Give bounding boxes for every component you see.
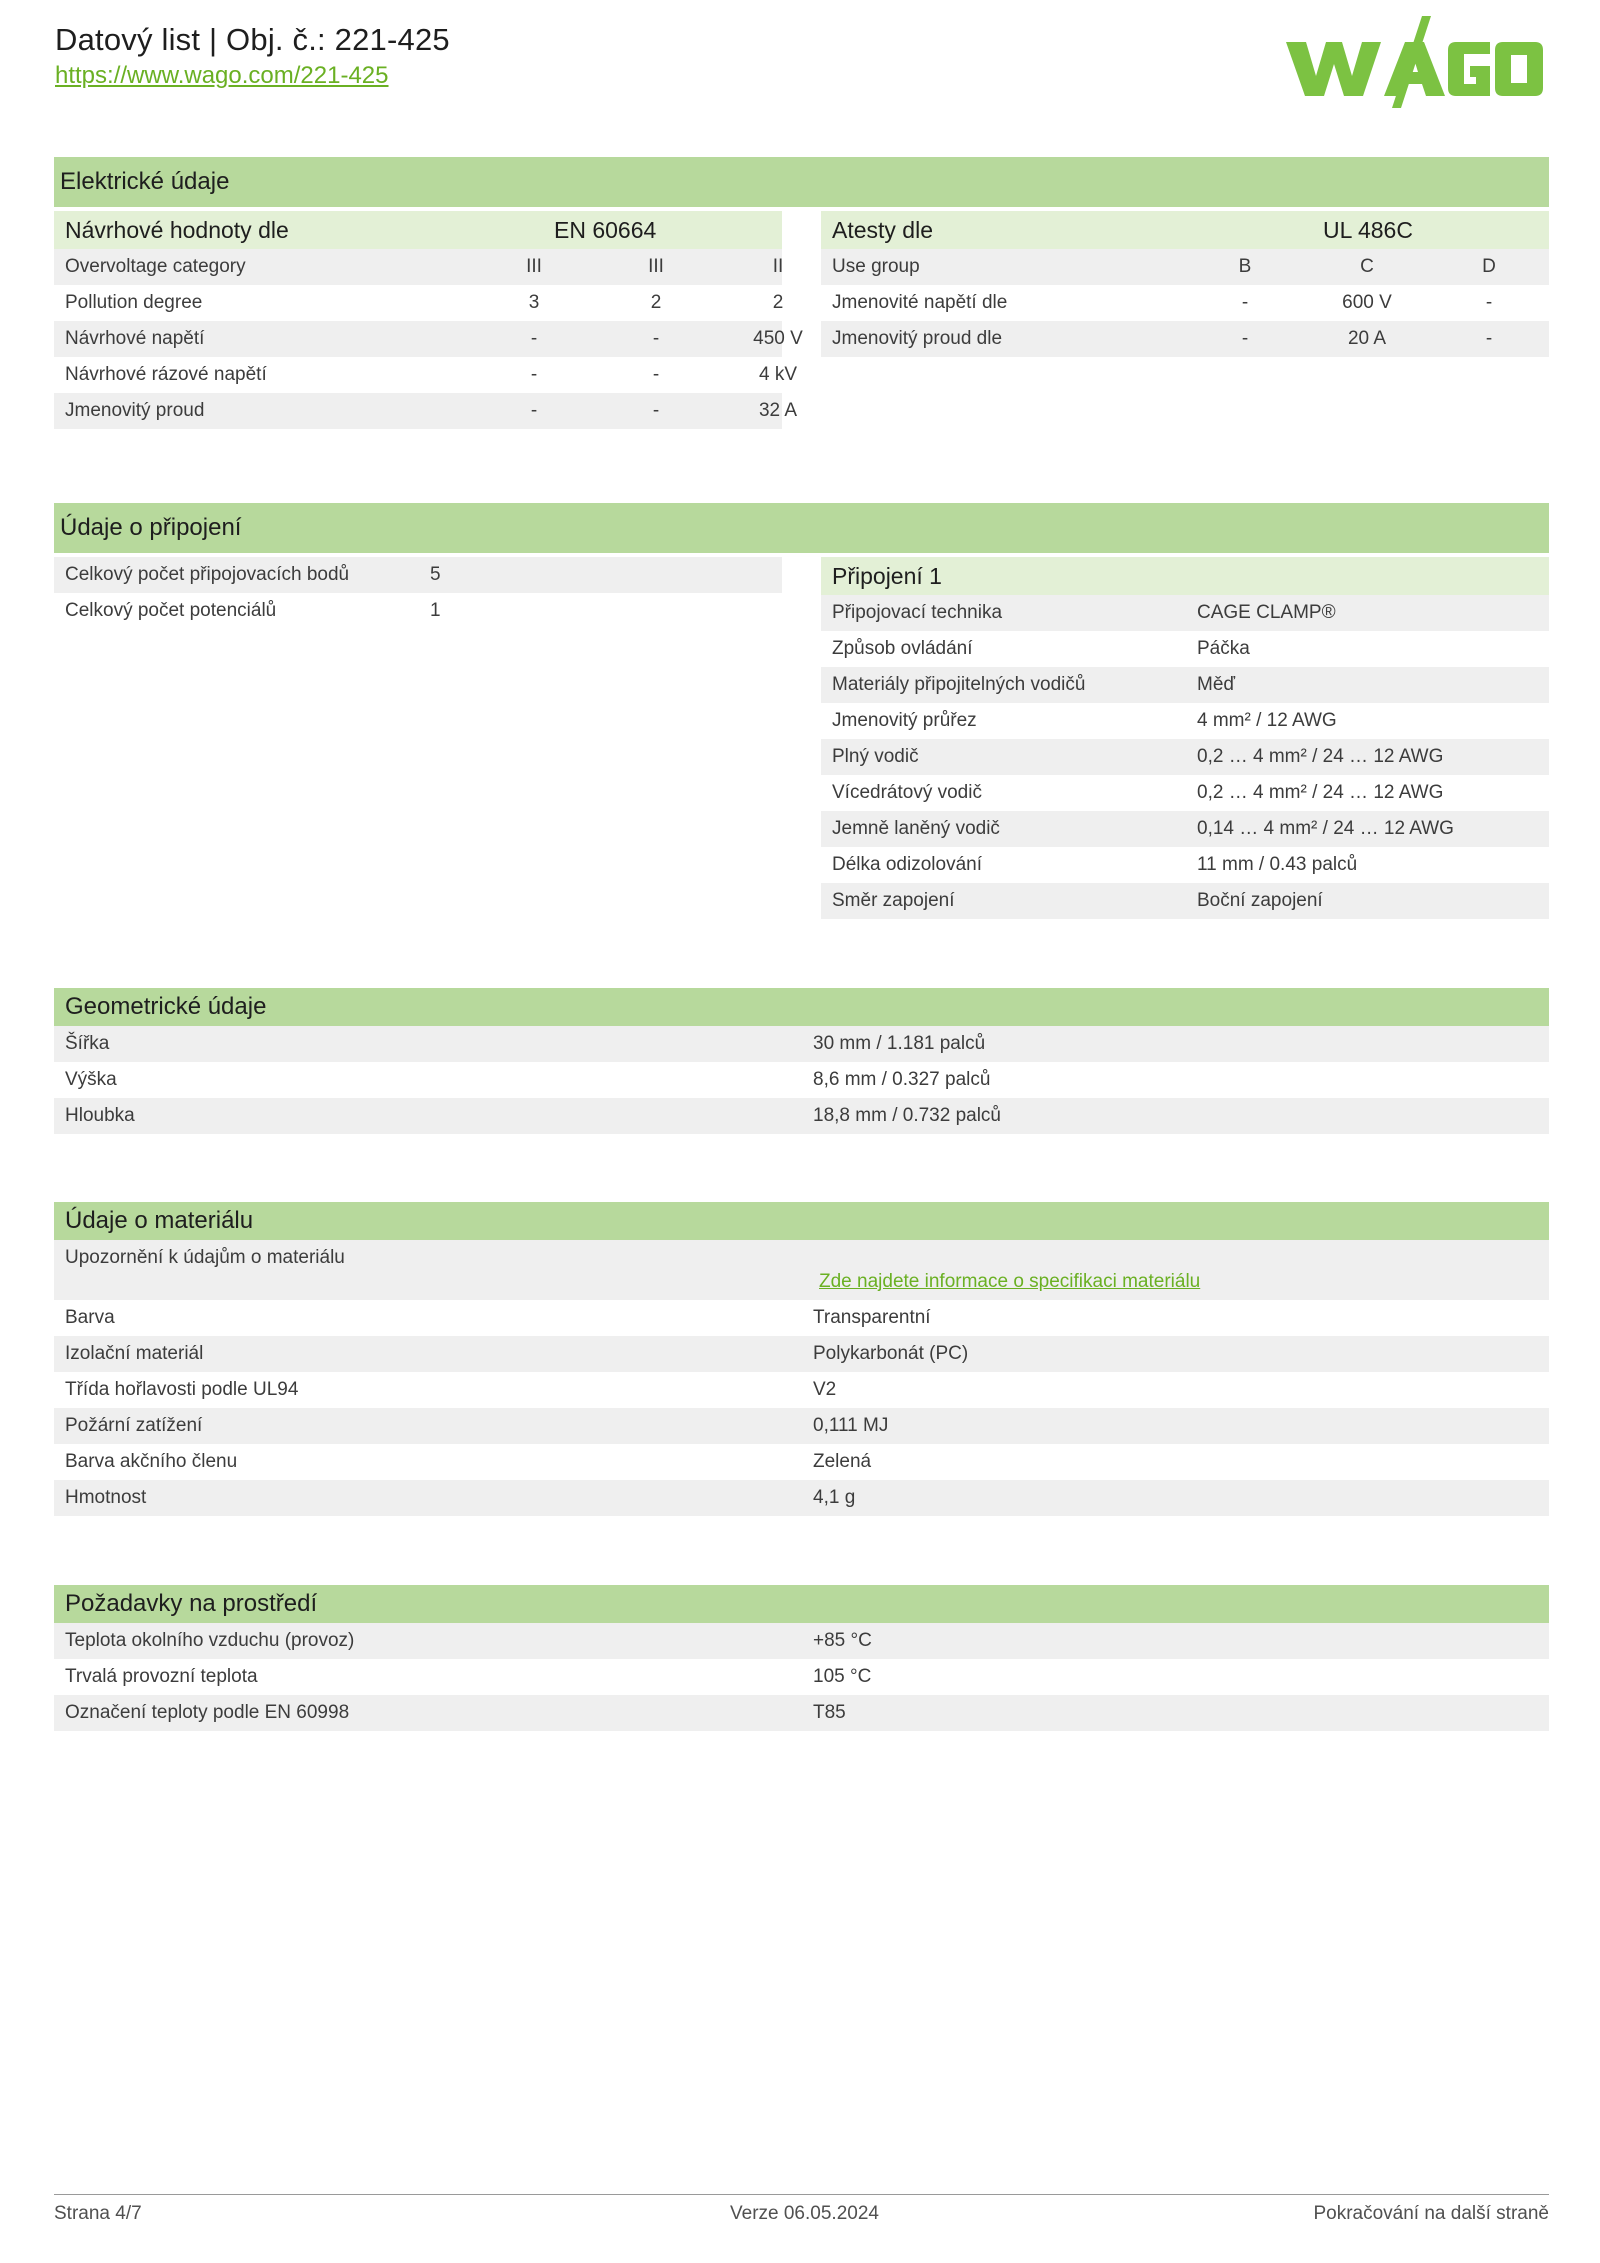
row-value-1: -: [1241, 292, 1249, 313]
logo-letter-w: [1286, 42, 1381, 96]
row-label: Jemně laněný vodič: [832, 818, 1000, 839]
approval-row: [821, 249, 1549, 285]
row-value: Polykarbonát (PC): [813, 1343, 969, 1364]
row-value: 0,2 … 4 mm² / 24 … 12 AWG: [1197, 746, 1444, 767]
footer-page: Strana 4/7: [54, 2203, 142, 2224]
row-value-2: III: [648, 256, 664, 277]
row-label: Návrhové rázové napětí: [65, 364, 267, 385]
connection-1-title: Připojení 1: [832, 563, 942, 589]
connection-row: [54, 557, 782, 593]
row-value: 8,6 mm / 0.327 palců: [813, 1069, 991, 1090]
row-label: Trvalá provozní teplota: [65, 1666, 258, 1687]
row-value: 0,111 MJ: [813, 1415, 889, 1436]
row-value: 30 mm / 1.181 palců: [813, 1033, 986, 1054]
row-label: Jmenovitý proud dle: [832, 328, 1003, 349]
row-label: Způsob ovládání: [832, 638, 973, 659]
row-value: 4 mm² / 12 AWG: [1197, 710, 1337, 731]
row-value-3: 2: [772, 292, 784, 313]
row-value: Boční zapojení: [1197, 890, 1323, 911]
environment-row: [54, 1623, 1549, 1659]
row-value: 11 mm / 0.43 palců: [1197, 854, 1358, 875]
design-standard: EN 60664: [554, 217, 657, 243]
row-value: 0,14 … 4 mm² / 24 … 12 AWG: [1197, 818, 1454, 839]
row-value: Měď: [1197, 674, 1236, 695]
row-value: 4,1 g: [813, 1487, 856, 1508]
approvals-standard: UL 486C: [1323, 217, 1413, 243]
row-label: Izolační materiál: [65, 1343, 204, 1364]
row-label: Třída hořlavosti podle UL94: [65, 1379, 299, 1400]
row-value-2: -: [652, 364, 660, 385]
row-label: Pollution degree: [65, 292, 203, 313]
row-value-3: D: [1482, 256, 1496, 277]
footer-version: Verze 06.05.2024: [730, 2203, 879, 2224]
material-note-label: Upozornění k údajům o materiálu: [65, 1247, 345, 1268]
row-label: Připojovací technika: [832, 602, 1003, 623]
approval-row: [821, 321, 1549, 357]
row-value: +85 °C: [813, 1630, 872, 1651]
footer-divider: [54, 2194, 1549, 2195]
material-row: [54, 1336, 1549, 1372]
row-value-2: 600 V: [1342, 292, 1392, 313]
design-values-title: Návrhové hodnoty dle: [65, 217, 289, 243]
connection-1-row: [821, 631, 1549, 667]
material-row: [54, 1372, 1549, 1408]
row-value: T85: [813, 1702, 846, 1723]
design-row: [54, 393, 798, 429]
material-row: [54, 1444, 1549, 1480]
row-value-3: 4 kV: [758, 364, 798, 385]
row-value: 0,2 … 4 mm² / 24 … 12 AWG: [1197, 782, 1444, 803]
approvals-header: [821, 211, 1549, 249]
connection-1-row: [821, 703, 1549, 739]
environment-row: [54, 1695, 1549, 1731]
row-value-1: -: [530, 364, 538, 385]
row-label: Hmotnost: [65, 1487, 147, 1508]
row-label: Barva: [65, 1307, 115, 1328]
approval-row: [821, 285, 1549, 321]
row-value: Páčka: [1197, 638, 1250, 659]
footer-continued: Pokračování na další straně: [1313, 2203, 1549, 2224]
section-environment: Požadavky na prostředí: [54, 1585, 1549, 1623]
section-electrical: Elektrické údaje: [54, 157, 1549, 207]
connection-1-row: [821, 595, 1549, 631]
row-value-1: III: [526, 256, 542, 277]
row-label: Délka odizolování: [832, 854, 982, 875]
material-note-row: [54, 1240, 1549, 1300]
row-label: Výška: [65, 1069, 117, 1090]
row-label: Vícedrátový vodič: [832, 782, 982, 803]
row-label: Teplota okolního vzduchu (provoz): [65, 1630, 355, 1651]
row-label: Požární zatížení: [65, 1415, 203, 1436]
row-value-3: 32 A: [758, 400, 798, 421]
connection-1-row: [821, 883, 1549, 919]
material-row: [54, 1300, 1549, 1336]
row-value-1: 3: [528, 292, 540, 313]
section-connection: Údaje o připojení: [54, 503, 1549, 553]
row-label: Jmenovitý průřez: [832, 710, 977, 731]
row-label: Overvoltage category: [65, 256, 246, 277]
design-row: [54, 321, 803, 357]
design-row: [54, 249, 782, 285]
row-label: Use group: [832, 256, 920, 277]
row-label: Celkový počet potenciálů: [65, 600, 277, 621]
row-value: Zelená: [813, 1451, 872, 1472]
wago-logo: [1284, 14, 1546, 110]
logo-letter-g: [1448, 42, 1490, 96]
row-value: 5: [430, 564, 441, 585]
row-label: Šířka: [65, 1033, 110, 1054]
row-label: Jmenovité napětí dle: [832, 292, 1008, 313]
connection-row: [54, 593, 782, 629]
row-value-2: -: [652, 400, 660, 421]
material-spec-link[interactable]: Zde najdete informace o specifikaci materiálu: [819, 1271, 1201, 1292]
row-label: Jmenovitý proud: [65, 400, 205, 421]
row-label: Návrhové napětí: [65, 328, 205, 349]
row-value-3: -: [1485, 292, 1493, 313]
row-label: Celkový počet připojovacích bodů: [65, 564, 350, 585]
environment-row: [54, 1659, 1549, 1695]
row-value-3: -: [1485, 328, 1493, 349]
connection-1-row: [821, 847, 1549, 883]
logo-letter-o: [1495, 42, 1543, 96]
design-row: [54, 357, 798, 393]
row-value-3: 450 V: [753, 328, 803, 349]
row-value: 105 °C: [813, 1666, 872, 1687]
row-value: Transparentní: [813, 1307, 931, 1328]
design-row: [54, 285, 782, 321]
row-value-1: B: [1238, 256, 1252, 277]
geometry-row: [54, 1062, 1549, 1098]
row-label: Označení teploty podle EN 60998: [65, 1702, 350, 1723]
row-value: 18,8 mm / 0.732 palců: [813, 1105, 1001, 1126]
row-value-1: -: [1241, 328, 1249, 349]
section-material: Údaje o materiálu: [54, 1202, 1549, 1240]
row-value-2: 20 A: [1347, 328, 1387, 349]
section-geometry: Geometrické údaje: [54, 988, 1549, 1026]
row-value: 1: [430, 600, 441, 621]
row-label: Směr zapojení: [832, 890, 955, 911]
row-label: Plný vodič: [832, 746, 919, 767]
row-value-1: -: [530, 328, 538, 349]
design-values-header: [54, 211, 782, 249]
product-link[interactable]: https://www.wago.com/221-425: [55, 62, 389, 89]
geometry-row: [54, 1026, 1549, 1062]
row-value: V2: [813, 1379, 837, 1400]
connection-1-header: [821, 557, 1549, 595]
connection-1-row: [821, 739, 1549, 775]
approvals-title: Atesty dle: [832, 217, 933, 243]
material-row: [54, 1408, 1549, 1444]
connection-1-row: [821, 667, 1549, 703]
geometry-row: [54, 1098, 1549, 1134]
material-row: [54, 1480, 1549, 1516]
row-label: Hloubka: [65, 1105, 135, 1126]
connection-1-row: [821, 811, 1549, 847]
row-value-2: C: [1360, 256, 1374, 277]
row-value-3: II: [772, 256, 784, 277]
row-value-2: 2: [650, 292, 662, 313]
page-title: Datový list | Obj. č.: 221-425: [55, 22, 450, 57]
row-label: Barva akčního členu: [65, 1451, 238, 1472]
row-value-2: -: [652, 328, 660, 349]
row-value: CAGE CLAMP®: [1197, 602, 1336, 623]
row-label: Materiály připojitelných vodičů: [832, 674, 1086, 695]
connection-1-row: [821, 775, 1549, 811]
row-value-1: -: [530, 400, 538, 421]
